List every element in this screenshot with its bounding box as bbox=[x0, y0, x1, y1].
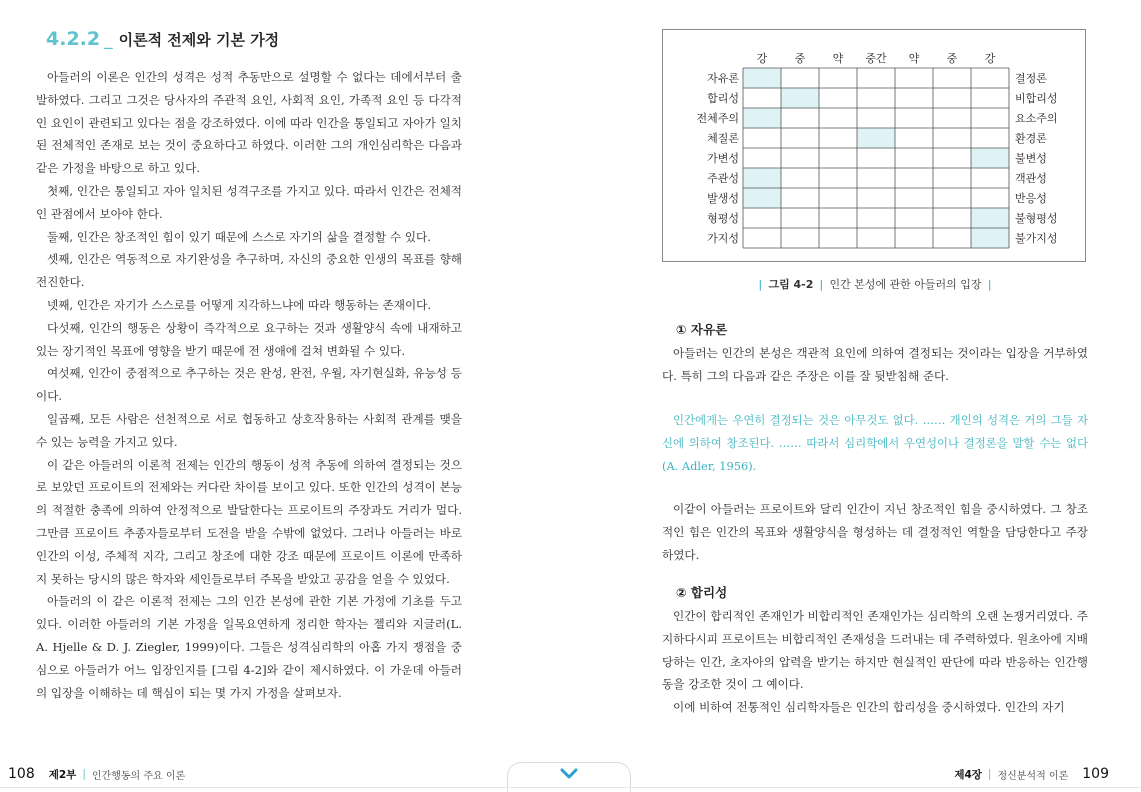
row-label-right: 불가지성 bbox=[1015, 232, 1058, 245]
row-label-right: 불형평성 bbox=[1015, 212, 1058, 225]
paragraph: 이 같은 아들러의 이론적 전제는 인간의 행동이 성적 추동에 의하여 결정되는 것으로 보았던 프로이트의 전제와는 커다란 차이를 보이고 있다. 또한 인간의 성격이 본능의 적절한 충족에 의하여 안정적으로 발달한다는 프로이트의 주장과도 거리가 멀다. 그만큼 프로이트 추종자들로부터 도전을 받을 수밖에 없었다. 그러나 아들러는 바로 인간의 이성, 주체적 지각, 그리고 창조에 대한 강조 때문에 프로이트 이론에 만족하지 못하는 당시의 많은 학자와 세인들로부터 주목을 받았고 공감을 얻을 수 있었다. bbox=[36, 457, 462, 586]
row-label-left: 가지성 bbox=[707, 232, 739, 245]
position-marker bbox=[971, 148, 1009, 168]
section-separator: _ bbox=[104, 30, 113, 50]
column-header: 중 bbox=[946, 52, 958, 65]
column-header: 약 bbox=[908, 52, 920, 65]
figure-grid bbox=[663, 30, 1087, 263]
paragraph: 아들러의 이 같은 이론적 전제는 그의 인간 본성에 관한 기본 가정에 기초를 두고 있다. 이러한 아들러의 기본 가정을 일목요연하게 정리한 학자는 젤리와 지글러(L. A. Hjelle & D. J. Ziegler, 1999)이다. 그들은 성격심리학의 아홉 가지 쟁점을 중심으로 아들러가 어느 입장인지를 [그림 4-2]와 같이 제시하였다. 이 가운데 아들러의 입장을 이해하는 데 핵심이 되는 몇 가지 가정을 살펴보자. bbox=[36, 594, 462, 700]
position-marker bbox=[743, 108, 781, 128]
paragraph: 이에 비하여 전통적인 심리학자들은 인간의 합리성을 중시하였다. 인간의 자기 bbox=[673, 700, 1065, 715]
row-label-left: 발생성 bbox=[707, 192, 739, 205]
footer-chapter: 제4장 bbox=[954, 768, 982, 781]
row-label-left: 체질론 bbox=[707, 132, 739, 145]
section-title: 이론적 전제와 기본 가정 bbox=[118, 31, 280, 49]
page-number-right: 109 bbox=[1082, 766, 1109, 782]
subheading-freedom: ① 자유론 bbox=[676, 322, 728, 337]
paragraph: 아들러의 이론은 인간의 성격은 성적 추동만으로 설명할 수 없다는 데에서부터 출발하였다. 그리고 그것은 당사자의 주관적 요인, 사회적 요인, 가족적 요인 등 다각적인 요인이 관련되고 있다는 점을 강조하였다. 이에 따라 인간을 통일되고 자아가 일치된 전체적인 존재로 보는 것이 중요하다고 하였다. 이러한 그의 개인심리학은 다음과 같은 가정을 바탕으로 하고 있다. bbox=[36, 70, 462, 176]
position-marker bbox=[971, 228, 1009, 248]
page-number-left: 108 bbox=[8, 766, 35, 782]
column-header: 강 bbox=[984, 52, 996, 65]
row-label-right: 반응성 bbox=[1015, 192, 1047, 205]
freedom-paragraph-2 bbox=[662, 498, 1088, 566]
adler-quote bbox=[662, 409, 1088, 477]
figure-box bbox=[662, 29, 1086, 262]
freedom-paragraph bbox=[662, 342, 1088, 388]
position-marker bbox=[971, 208, 1009, 228]
row-label-left: 가변성 bbox=[707, 152, 739, 165]
paragraph: 다섯째, 인간의 행동은 상황이 즉각적으로 요구하는 것과 생활양식 속에 내재하고 있는 장기적인 목표에 영향을 받기 때문에 전 생애에 걸쳐 변화될 수 있다. bbox=[36, 320, 462, 358]
quote-text: 인간에게는 우연히 결정되는 것은 아무것도 없다. …… 개인의 성격은 거의 그들 자신에 의하여 창조된다. …… 따라서 심리학에서 우연성이나 결정론을 말할 수는 없다(A. Adler, 1956). bbox=[662, 413, 1088, 473]
footer-left bbox=[8, 760, 185, 788]
caption-text: 인간 본성에 관한 아들러의 입장 bbox=[829, 278, 982, 291]
left-body-text bbox=[36, 66, 462, 704]
row-label-left: 주관성 bbox=[707, 172, 739, 185]
column-header: 중 bbox=[794, 52, 806, 65]
section-heading bbox=[46, 28, 279, 50]
position-marker bbox=[743, 168, 781, 188]
figure-caption bbox=[662, 276, 1088, 292]
row-label-left: 합리성 bbox=[707, 92, 739, 105]
paragraph: 넷째, 인간은 자기가 스스로를 어떻게 지각하느냐에 따라 행동하는 존재이다. bbox=[47, 297, 432, 312]
caption-bar-left: | bbox=[758, 278, 763, 291]
row-label-left: 형평성 bbox=[707, 212, 739, 225]
position-marker bbox=[743, 188, 781, 208]
position-marker bbox=[743, 68, 781, 88]
column-header: 강 bbox=[756, 52, 768, 65]
caption-bar-right: | bbox=[987, 278, 992, 291]
footer-right bbox=[954, 760, 1109, 788]
paragraph: 일곱째, 모든 사람은 선천적으로 서로 협동하고 상호작용하는 사회적 관계를 맺을 수 있는 능력을 가지고 있다. bbox=[36, 411, 462, 449]
caption-bar-mid: | bbox=[819, 278, 824, 291]
paragraph: 이같이 아들러는 프로이트와 달리 인간이 지닌 창조적인 힘을 중시하였다. 그 창조적인 힘은 인간의 목표와 생활양식을 형성하는 데 결정적인 역할을 담당한다고 주장하였다. bbox=[662, 502, 1088, 562]
footer-part-title: 인간행동의 주요 이론 bbox=[91, 770, 186, 782]
row-label-right: 비합리성 bbox=[1015, 92, 1058, 105]
column-header: 중간 bbox=[865, 52, 887, 65]
row-label-right: 객관성 bbox=[1015, 172, 1047, 185]
paragraph: 인간이 합리적인 존재인가 비합리적인 존재인가는 심리학의 오랜 논쟁거리였다. 주지하다시피 프로이트는 비합리적인 존재성을 드러내는 데 주력하였다. 원초아에 지배당하는 인간, 초자아의 압력을 받기는 하지만 현실적인 판단에 따라 반응하는 인간행동을 강조한 것이 그 예이다. bbox=[662, 609, 1088, 692]
section-number: 4.2.2 bbox=[46, 28, 101, 50]
footer-bar: | bbox=[82, 768, 86, 780]
row-label-right: 결정론 bbox=[1015, 72, 1047, 85]
position-marker bbox=[857, 128, 895, 148]
row-label-left: 자유론 bbox=[707, 72, 739, 85]
row-label-right: 요소주의 bbox=[1015, 112, 1058, 125]
row-label-right: 불변성 bbox=[1015, 152, 1047, 165]
row-label-right: 환경론 bbox=[1015, 132, 1047, 145]
rationality-paragraph bbox=[662, 605, 1088, 719]
paragraph: 둘째, 인간은 창조적인 힘이 있기 때문에 스스로 자기의 삶을 결정할 수 있다. bbox=[47, 229, 431, 244]
row-label-left: 전체주의 bbox=[696, 112, 739, 125]
footer-chapter-title: 정신분석적 이론 bbox=[997, 770, 1069, 782]
left-page bbox=[36, 0, 462, 760]
caption-label: 그림 4-2 bbox=[768, 278, 814, 291]
paragraph: 아들러는 인간의 본성은 객관적 요인에 의하여 결정되는 것이라는 입장을 거부하였다. 특히 그의 다음과 같은 주장은 이를 잘 뒷받침해 준다. bbox=[662, 346, 1088, 383]
subheading-rationality: ② 합리성 bbox=[676, 585, 728, 600]
right-page bbox=[662, 0, 1088, 760]
footer-part: 제2부 bbox=[48, 768, 77, 781]
footer-bar: | bbox=[987, 768, 992, 780]
position-marker bbox=[781, 88, 819, 108]
paragraph: 첫째, 인간은 통일되고 자아 일치된 성격구조를 가지고 있다. 따라서 인간은 전체적인 관점에서 보아야 한다. bbox=[36, 183, 462, 221]
column-header: 약 bbox=[832, 52, 844, 65]
paragraph: 여섯째, 인간이 중점적으로 추구하는 것은 완성, 완전, 우월, 자기현실화, 유능성 등이다. bbox=[36, 366, 462, 404]
paragraph: 셋째, 인간은 역동적으로 자기완성을 추구하며, 자신의 중요한 인생의 목표를 향해 전진한다. bbox=[36, 252, 462, 290]
chevron-down-icon[interactable] bbox=[559, 767, 579, 781]
